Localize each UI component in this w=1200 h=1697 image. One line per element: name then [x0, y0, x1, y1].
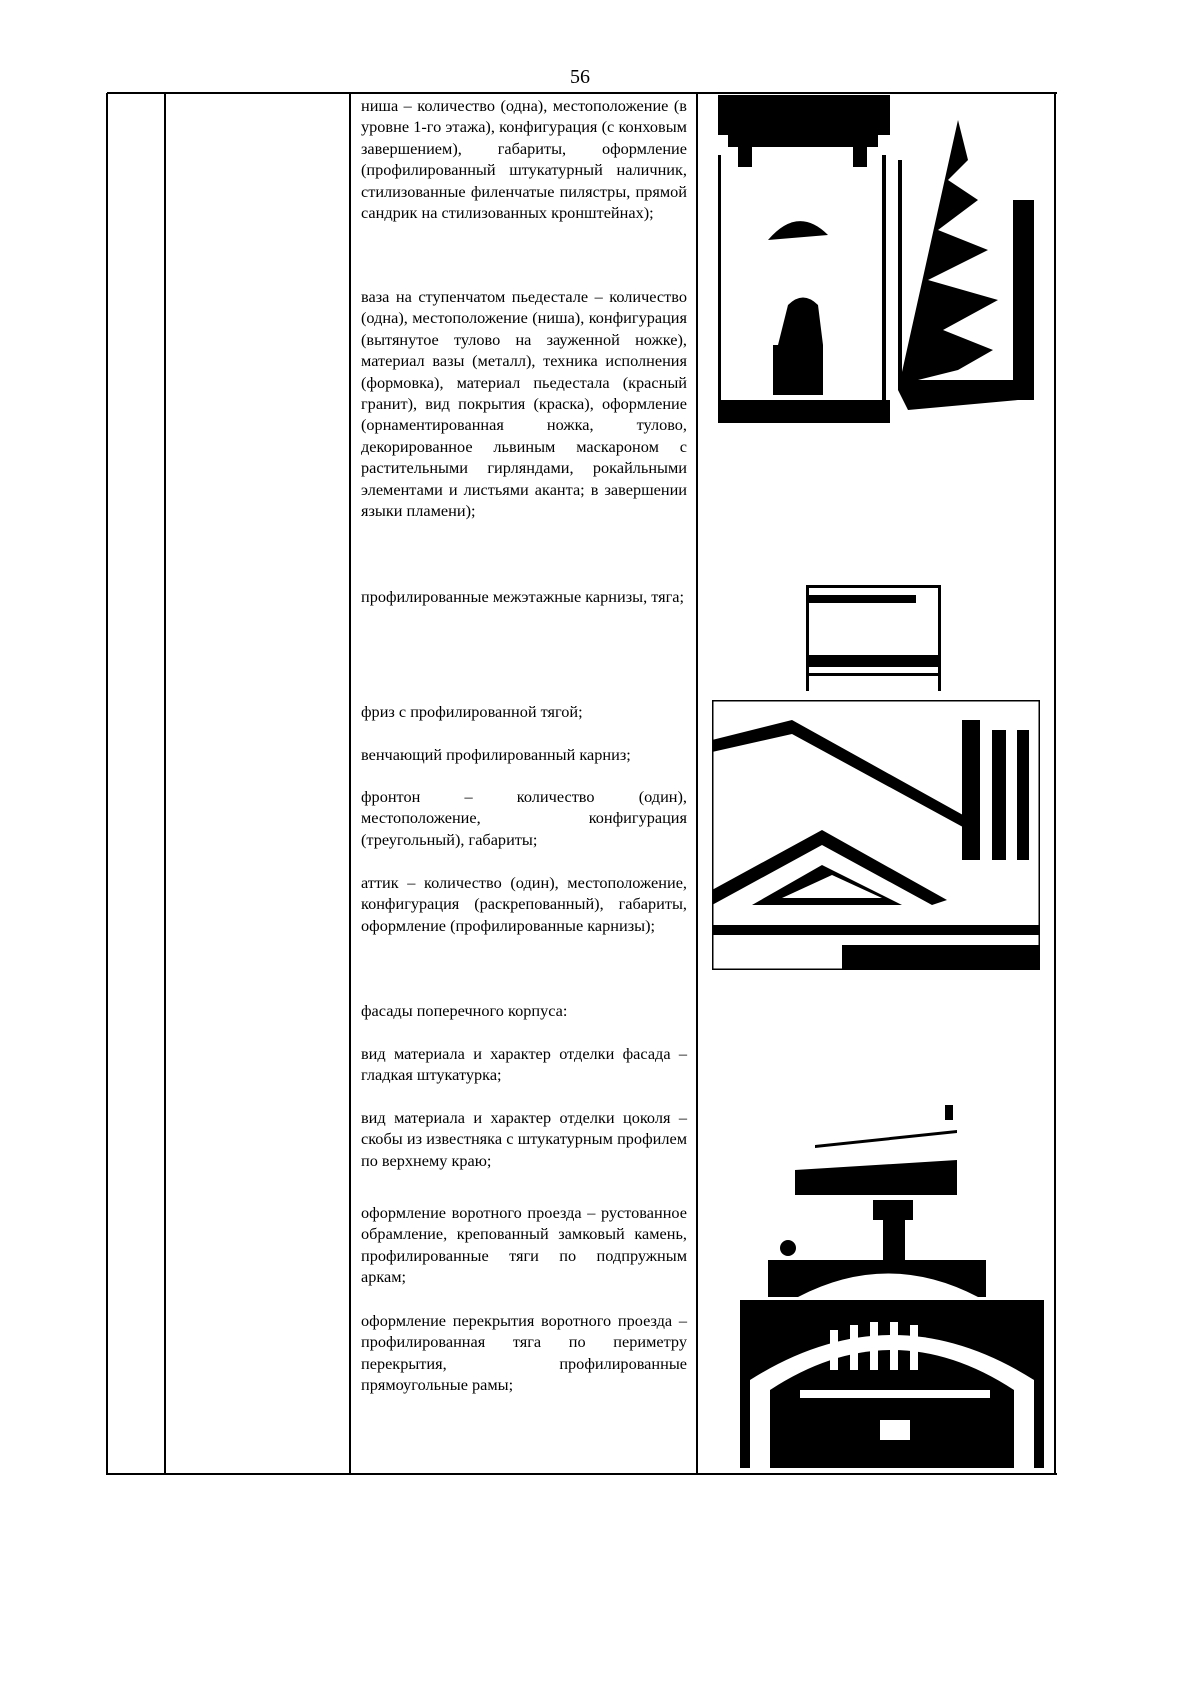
photo-interfloor-cornice [806, 585, 941, 691]
paragraph-attic: аттик – количество (один), местоположение, конфигурация (раскрепованный), габариты, оформление (профилированные карнизы); [361, 873, 687, 935]
photo-vase-detail [898, 100, 1034, 412]
paragraph-gateway-ceiling: оформление перекрытия воротного проезда – профилированная тяга по периметру перекрытия, профилированные прямоугольные рамы; [361, 1311, 687, 1395]
paragraph-gateway: оформление воротного проезда – рустованное обрамление, крепованный замковый камень, профилированные тяги по подпружным аркам; [361, 1203, 687, 1287]
paragraph-frieze: фриз с профилированной тягой; [361, 702, 583, 721]
photo-plinth [795, 1105, 957, 1195]
photo-pediment-and-attic [712, 700, 1040, 970]
column-divider [696, 93, 698, 1475]
column-divider [1054, 93, 1056, 1475]
paragraph-cornices: профилированные межэтажные карнизы, тяга; [361, 587, 685, 606]
paragraph-niche: ниша – количество (одна), местоположение (в уровне 1-го этажа), конфигурация (с конховым завершением), габариты, оформление (профилированный штукатурный наличник, стилизованные филенчатые пилястры, прямой сандрик на стилизованных кронштейнах); [361, 96, 687, 223]
paragraph-crown-cornice: венчающий профилированный карниз; [361, 745, 631, 764]
column-divider [106, 93, 108, 1475]
photo-niche-with-vase [718, 95, 890, 423]
photo-gateway-ceiling [740, 1300, 1044, 1468]
column-divider [349, 93, 351, 1475]
paragraph-transverse-facades: фасады поперечного корпуса: [361, 1001, 568, 1020]
page-number: 56 [570, 66, 590, 88]
paragraph-plinth-finish: вид материала и характер отделки цоколя – скобы из известняка с штукатурным профилем по верхнему краю; [361, 1108, 687, 1170]
paragraph-pediment: фронтон – количество (один), местоположение, конфигурация (треугольный), габариты; [361, 787, 687, 849]
photo-gateway-keystone [768, 1200, 986, 1297]
paragraph-facade-finish: вид материала и характер отделки фасада – гладкая штукатурка; [361, 1044, 687, 1085]
paragraph-vase: ваза на ступенчатом пьедестале – количество (одна), местоположение (ниша), конфигурация (вытянутое тулово на зауженной ножке), материал вазы (металл), техника исполнения (формовка), материал пьедестала (красный гранит), вид покрытия (краска), оформление (орнаментированная ножка, тулово, декорированное львиным маскароном с растительными гирляндами, рокайльными элементами и листьями аканта; в завершении языки пламени); [361, 287, 687, 521]
column-divider [164, 93, 166, 1475]
table-top-border [107, 92, 1057, 94]
table-bottom-border [107, 1473, 1057, 1475]
